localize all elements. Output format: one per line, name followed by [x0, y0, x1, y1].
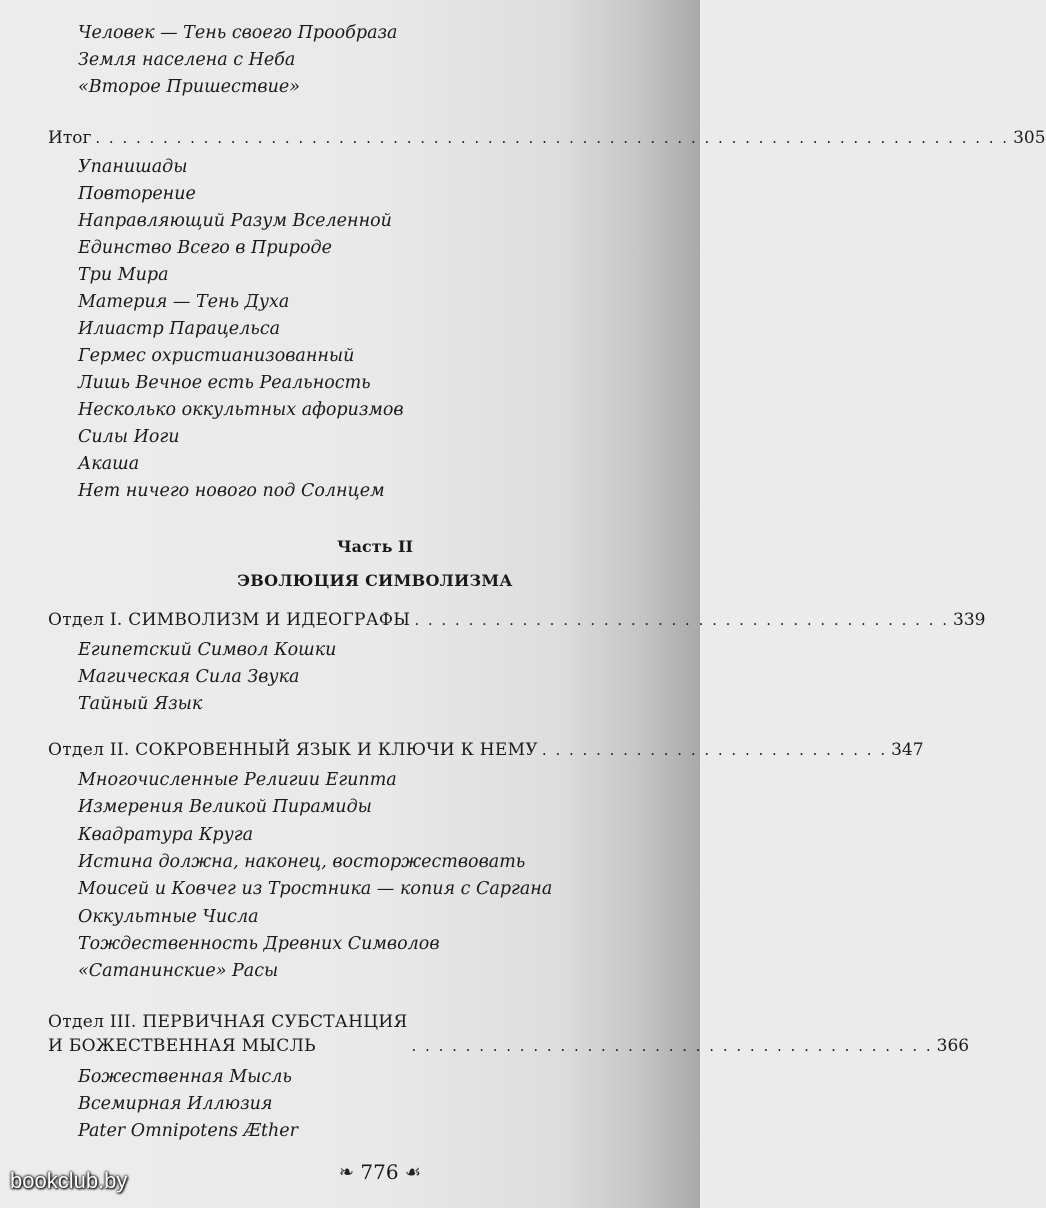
toc-sub-entry: Всемирная Иллюзия — [78, 1094, 273, 1114]
toc-sub-entry: Человек — Тень своего Прообраза — [78, 23, 398, 43]
toc-sub-entry: Единство Всего в Природе — [78, 238, 332, 258]
toc-sub-entry: Повторение — [78, 184, 196, 204]
toc-sub-entry: «Второе Пришествие» — [78, 77, 300, 97]
toc-page-number: 305 — [1013, 128, 1046, 148]
toc-sub-entry: Илиастр Парацельса — [78, 319, 281, 339]
toc-entry-label: Отдел II. СОКРОВЕННЫЙ ЯЗЫК И КЛЮЧИ К НЕМУ — [48, 740, 538, 760]
toc-sub-entry: Египетский Символ Кошки — [78, 640, 337, 660]
toc-sub-entry: Оккультные Числа — [78, 907, 259, 927]
toc-entry-label: Итог — [48, 128, 92, 148]
toc-sub-entry: Три Мира — [78, 265, 169, 285]
toc-sub-entry: Акаша — [78, 454, 140, 474]
toc-entry-label: Отдел I. СИМВОЛИЗМ И ИДЕОГРАФЫ — [48, 610, 411, 630]
toc-sub-entry: Истина должна, наконец, восторжествовать — [78, 852, 526, 872]
toc-entry-itog[interactable] — [48, 126, 1046, 150]
toc-sub-entry: Pater Omnipotens Æther — [78, 1121, 299, 1141]
toc-sub-entry: Магическая Сила Звука — [78, 667, 300, 687]
leader-dots: . . . . . . . . . . . . . . . . . . . . . . . . . . . . . . . . . . . . . . . — [411, 1037, 933, 1055]
toc-page-number: 347 — [891, 740, 924, 760]
toc-page-number: 339 — [953, 610, 986, 630]
toc-sub-entry: Упанишады — [78, 157, 188, 177]
toc-sub-entry: Материя — Тень Духа — [78, 292, 290, 312]
ornament-left-icon: ❧ — [338, 1162, 355, 1183]
toc-entry-section-3[interactable] — [48, 1010, 970, 1058]
toc-sub-entry: Многочисленные Религии Египта — [78, 770, 397, 790]
toc-sub-entry: «Сатанинские» Расы — [78, 961, 279, 981]
toc-sub-entry: Квадратура Круга — [78, 825, 254, 845]
toc-sub-entry: Нет ничего нового под Солнцем — [78, 481, 385, 501]
toc-entry-section-1[interactable] — [48, 608, 986, 632]
toc-sub-entry: Несколько оккультных афоризмов — [78, 400, 404, 420]
toc-entry-label-line: Отдел III. ПЕРВИЧНАЯ СУБСТАНЦИЯ — [48, 1012, 408, 1032]
leader-dots: . . . . . . . . . . . . . . . . . . . . . . . . . . . . . . . . . . . . . . . . — [414, 611, 949, 629]
footer-page-number: 776 — [360, 1160, 399, 1184]
toc-sub-entry: Силы Иоги — [78, 427, 180, 447]
toc-entry-label-line: И БОЖЕСТВЕННАЯ МЫСЛЬ — [48, 1036, 316, 1056]
toc-entry-label — [48, 1010, 408, 1058]
toc-sub-entry: Гермес охристианизованный — [78, 346, 355, 366]
watermark-text: bookclub.by — [10, 1168, 128, 1193]
toc-sub-entry: Тайный Язык — [78, 694, 203, 714]
part-subtitle: ЭВОЛЮЦИЯ СИМВОЛИЗМА — [237, 571, 513, 590]
ornament-right-icon: ☙ — [404, 1162, 422, 1183]
part-title: Часть II — [336, 537, 414, 556]
toc-page-number: 366 — [936, 1036, 970, 1056]
toc-sub-entry: Божественная Мысль — [78, 1067, 292, 1087]
toc-sub-entry: Направляющий Разум Вселенной — [78, 211, 392, 231]
toc-sub-entry: Лишь Вечное есть Реальность — [78, 373, 371, 393]
toc-sub-entry: Измерения Великой Пирамиды — [78, 797, 372, 817]
toc-sub-entry: Моисей и Ковчег из Тростника — копия с Саргана — [78, 879, 553, 899]
toc-sub-entry: Тождественность Древних Символов — [78, 934, 440, 954]
toc-entry-section-2[interactable] — [48, 738, 924, 762]
toc-sub-entry: Земля населена с Неба — [78, 50, 296, 70]
leader-dots: . . . . . . . . . . . . . . . . . . . . . . . . . . — [541, 741, 888, 759]
leader-dots: . . . . . . . . . . . . . . . . . . . . . . . . . . . . . . . . . . . . . . . . . . . . . . . . . . . . . . . . . . . . . . . . . . . . — [95, 129, 1010, 147]
